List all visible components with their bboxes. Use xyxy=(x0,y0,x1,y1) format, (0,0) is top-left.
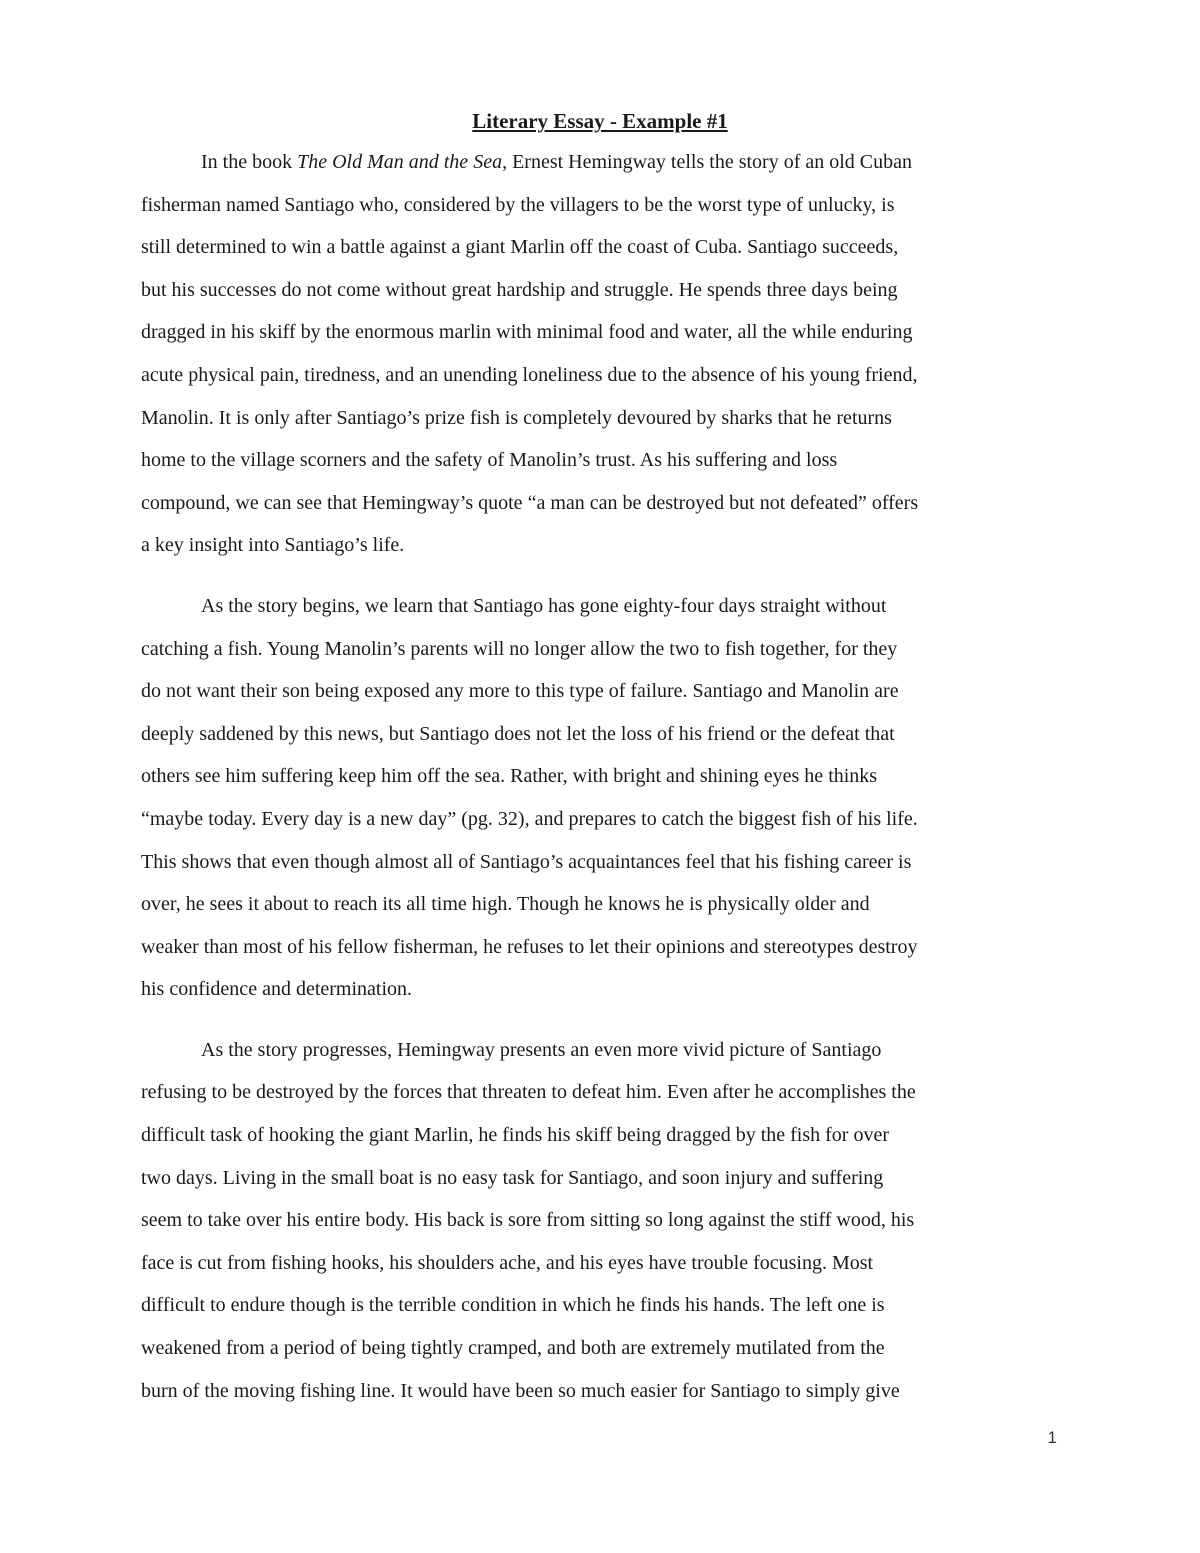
text-line: compound, we can see that Hemingway’s quote “a man can be destroyed but not defeated” offers xyxy=(141,491,919,514)
text-line: do not want their son being exposed any more to this type of failure. Santiago and Manolin are xyxy=(141,680,899,703)
text-line: two days. Living in the small boat is no easy task for Santiago, and soon injury and suffering xyxy=(141,1166,884,1189)
text-line: a key insight into Santiago’s life. xyxy=(141,534,405,557)
text-line: weakened from a period of being tightly cramped, and both are extremely mutilated from the xyxy=(141,1337,885,1360)
text-line: difficult to endure though is the terrible condition in which he finds his hands. The left one is xyxy=(141,1294,885,1317)
paragraph xyxy=(141,585,1066,1011)
text-line: others see him suffering keep him off the sea. Rather, with bright and shining eyes he thinks xyxy=(141,765,878,788)
text-line xyxy=(141,141,1066,184)
text-line: his confidence and determination. xyxy=(141,978,413,1001)
paragraph xyxy=(141,1029,1066,1412)
text-line: As the story progresses, Hemingway presents an even more vivid picture of Santiago xyxy=(201,1038,882,1061)
essay-title: Literary Essay - Example #1 xyxy=(472,109,728,133)
text-line: Manolin. It is only after Santiago’s prize fish is completely devoured by sharks that he returns xyxy=(141,406,892,429)
text-line: face is cut from fishing hooks, his shoulders ache, and his eyes have trouble focusing. Most xyxy=(141,1251,874,1274)
text-line: deeply saddened by this news, but Santiago does not let the loss of his friend or the defeat that xyxy=(141,722,895,745)
text-line: still determined to win a battle against a giant Marlin off the coast of Cuba. Santiago succeeds, xyxy=(141,236,899,259)
essay-body xyxy=(141,141,1066,1412)
text-line: refusing to be destroyed by the forces that threaten to defeat him. Even after he accomplishes the xyxy=(141,1081,916,1104)
text-line: fisherman named Santiago who, considered by the villagers to be the worst type of unlucky, is xyxy=(141,193,895,216)
text-line: dragged in his skiff by the enormous marlin with minimal food and water, all the while enduring xyxy=(141,321,913,344)
text-line: home to the village scorners and the safety of Manolin’s trust. As his suffering and loss xyxy=(141,449,838,472)
paragraph xyxy=(141,141,1066,567)
text-line: weaker than most of his fellow fisherman, he refuses to let their opinions and stereotypes destroy xyxy=(141,935,918,958)
text-segment: In the book xyxy=(201,151,298,173)
text-line: As the story begins, we learn that Santiago has gone eighty-four days straight without xyxy=(201,594,887,617)
text-line: seem to take over his entire body. His back is sore from sitting so long against the stiff wood, his xyxy=(141,1209,915,1232)
text-line: catching a fish. Young Manolin’s parents will no longer allow the two to fish together, for they xyxy=(141,637,898,660)
text-line: burn of the moving fishing line. It would have been so much easier for Santiago to simply give xyxy=(141,1379,900,1402)
text-line: over, he sees it about to reach its all time high. Though he knows he is physically older and xyxy=(141,893,870,916)
text-line: acute physical pain, tiredness, and an unending loneliness due to the absence of his young friend, xyxy=(141,363,918,386)
text-segment: , Ernest Hemingway tells the story of an old Cuban xyxy=(502,151,912,173)
text-line: difficult task of hooking the giant Marlin, he finds his skiff being dragged by the fish for over xyxy=(141,1124,890,1147)
book-title-italic: The Old Man and the Sea xyxy=(297,151,503,173)
page-number: 1 xyxy=(1047,1428,1057,1447)
text-line: but his successes do not come without great hardship and struggle. He spends three days being xyxy=(141,278,898,301)
text-line: This shows that even though almost all of Santiago’s acquaintances feel that his fishing career is xyxy=(141,850,912,873)
text-line: “maybe today. Every day is a new day” (pg. 32), and prepares to catch the biggest fish of his life. xyxy=(141,807,918,830)
